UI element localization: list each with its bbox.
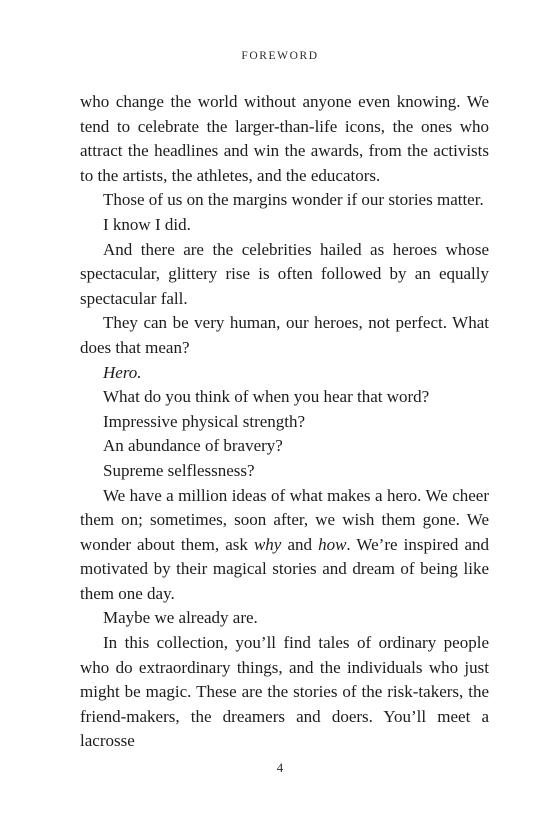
italic-how: how bbox=[318, 534, 347, 554]
paragraph: In this collection, you’ll find tales of ordinary people who do extraordinary things, and the individuals who just might be magic. These are the stories of the risk-takers, the friend-makers, the dreamers and doers. You’ll meet a lacrosse bbox=[80, 633, 489, 751]
paragraph: Impressive physical strength? bbox=[103, 411, 306, 431]
paragraph-hero-ideas bbox=[80, 484, 489, 607]
paragraph: They can be very human, our heroes, not perfect. What does that mean? bbox=[80, 313, 489, 357]
paragraph: What do you think of when you hear that word? bbox=[103, 387, 430, 407]
text-run: We have a million ideas of what makes a hero. We cheer them on; sometimes, soon after, we wish them gone. We wonder about them, ask bbox=[80, 485, 489, 554]
paragraph: I know I did. bbox=[103, 214, 191, 234]
paragraph: Maybe we already are. bbox=[103, 608, 258, 628]
paragraph: An abundance of bravery? bbox=[103, 436, 283, 456]
body-text bbox=[80, 90, 489, 754]
paragraph: Those of us on the margins wonder if our stories matter. bbox=[103, 190, 484, 210]
running-head: FOREWORD bbox=[241, 50, 319, 62]
paragraph: And there are the celebrities hailed as heroes whose spectacular, glittery rise is often followed by an equally spectacular fall. bbox=[80, 239, 489, 308]
page-number: 4 bbox=[276, 760, 284, 775]
italic-why: why bbox=[253, 534, 282, 554]
text-run: . We’re inspired and motivated by their magical stories and dream of being like them one day. bbox=[80, 534, 489, 603]
italic-hero: Hero. bbox=[103, 362, 142, 382]
paragraph-continuation: who change the world without anyone even knowing. We tend to celebrate the larger-than-life icons, the ones who attract the headlines and win the awards, from the activists to the artists, the athletes, and the educators. bbox=[80, 92, 489, 185]
paragraph: Supreme selflessness? bbox=[103, 460, 255, 480]
text-run: and bbox=[281, 534, 319, 554]
paragraph-hero bbox=[80, 361, 489, 386]
